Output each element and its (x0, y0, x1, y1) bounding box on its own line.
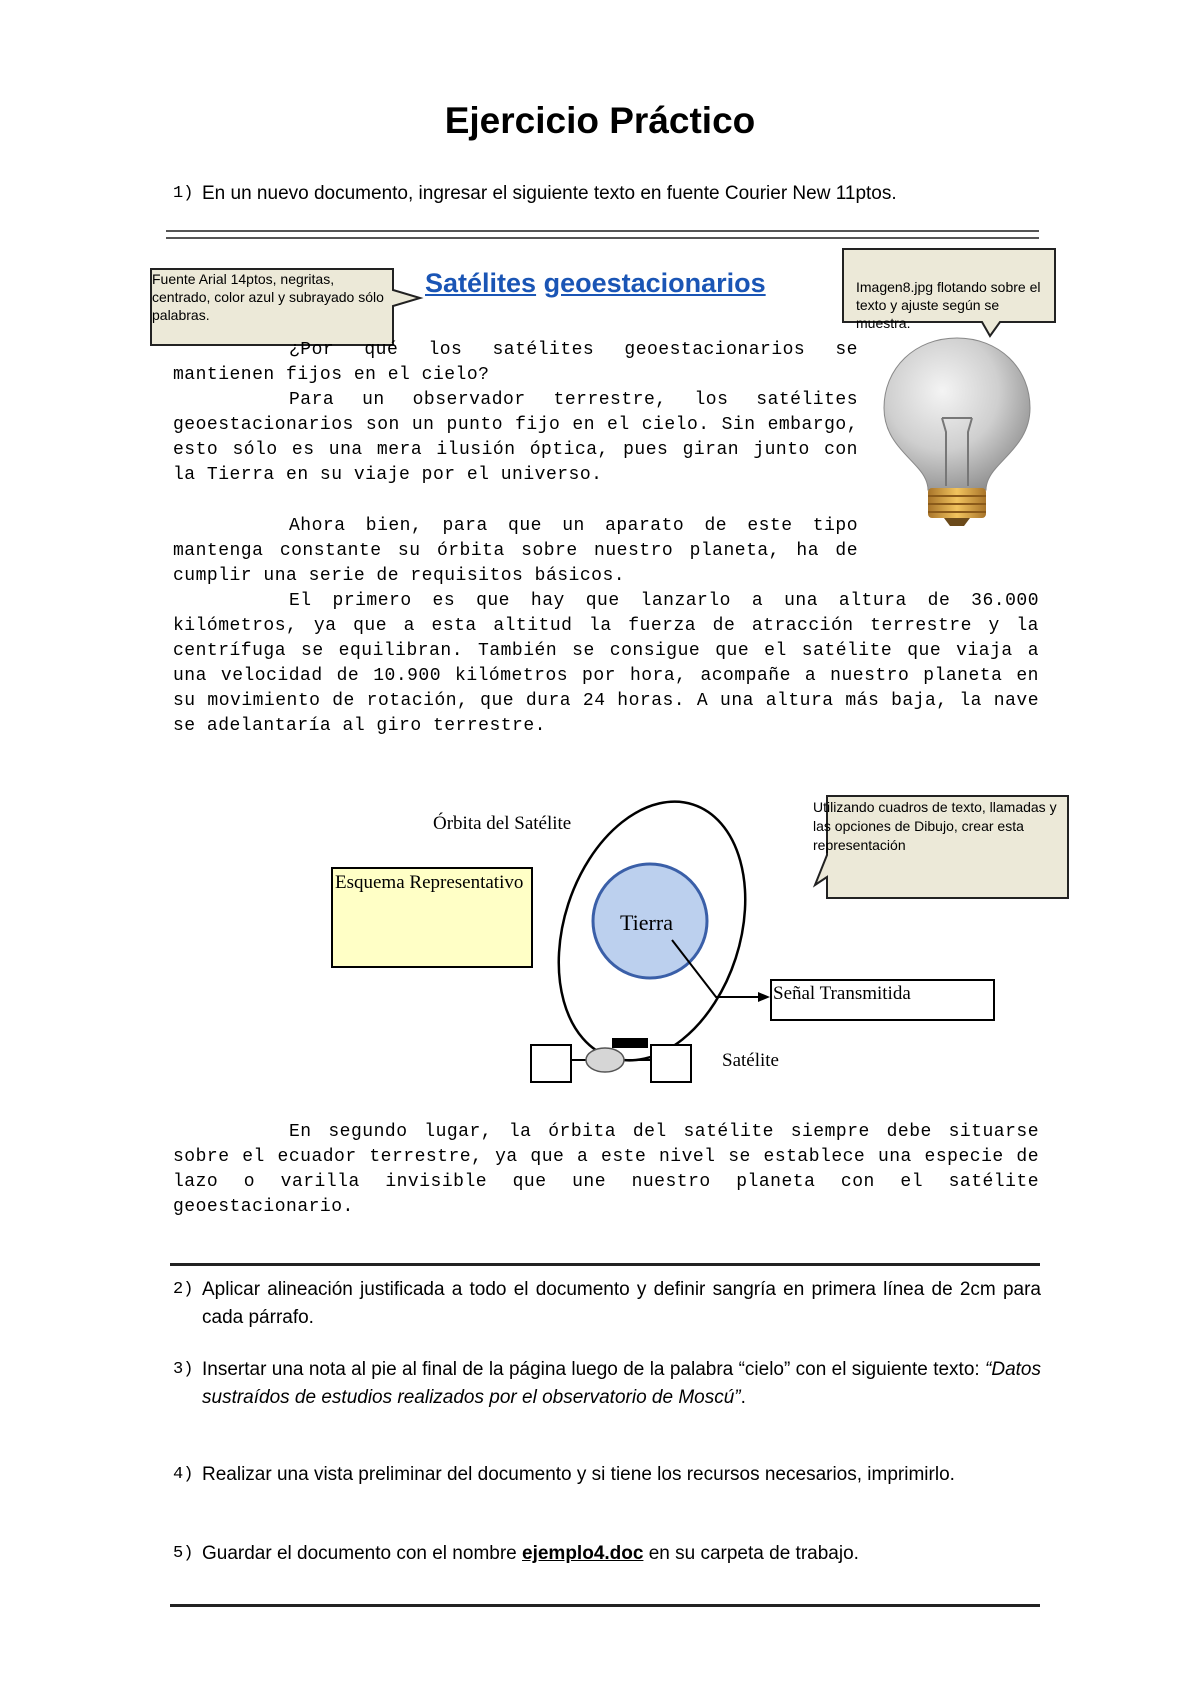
article-paragraph: Para un observador terrestre, los satélites geoestacionarios son un punto fijo en el cielo. Sin embargo, esto sólo es una mera ilusión óptica, pues giran junto con la Tierra en su viaje por el universo. (173, 390, 858, 485)
article-body-2 (173, 514, 1039, 589)
step-number: 4) (173, 1465, 194, 1484)
divider-bottom (170, 1604, 1040, 1607)
lightbulb-icon (880, 336, 1035, 526)
drawing-callout-text: Utilizando cuadros de texto, llamadas y las opciones de Dibujo, crear esta representación (813, 799, 1057, 853)
satellite-icon (531, 1038, 691, 1082)
drawing-callout (810, 795, 1070, 900)
article-paragraph: El primero es que hay que lanzarlo a una altura de 36.000 kilómetros, ya que a esta altitud la fuerza de atracción terrestre y la centrífuga se equilibran. También se consigue que el satélite que viaja a una velocidad de 10.900 kilómetros por hora, acompañe a nuestro planeta en su movimiento de rotación, que dura 24 horas. A una altura más baja, la nave se adelantaría al giro terrestre. (173, 591, 1039, 736)
step-text-part: en su carpeta de trabajo. (643, 1543, 859, 1564)
filename-text: ejemplo4.doc (522, 1543, 644, 1564)
arrow-head-icon (758, 992, 770, 1002)
article-title-word-2: geoestacionarios (543, 268, 766, 298)
article-title (425, 268, 766, 299)
step-number: 1) (173, 184, 194, 203)
article-paragraph: Ahora bien, para que un aparato de este tipo mantenga constante su órbita sobre nuestro planeta, ha de cumplir una serie de requisitos básicos. (173, 516, 858, 586)
step-text: En un nuevo documento, ingresar el siguiente texto en fuente Courier New 11ptos. (202, 183, 897, 204)
step-1 (173, 180, 1041, 208)
earth-label: Tierra (620, 910, 673, 935)
orbit-label: Órbita del Satélite (433, 813, 572, 834)
article-title-word-1: Satélites (425, 268, 537, 298)
article-body-1 (173, 338, 858, 488)
step-number: 5) (173, 1544, 194, 1563)
satellite-label: Satélite (722, 1050, 779, 1071)
lightbulb-image (880, 336, 1035, 526)
article-paragraph: ¿Por qué los satélites geoestacionarios se mantienen fijos en el cielo? (173, 340, 858, 385)
article-body-4 (173, 1120, 1039, 1220)
step-number: 3) (173, 1360, 194, 1379)
step-text: Realizar una vista preliminar del documento y si tiene los recursos necesarios, imprimirlo. (202, 1464, 955, 1485)
step-text (173, 1540, 1041, 1568)
step-2 (173, 1276, 1041, 1332)
step-text (173, 1356, 1041, 1412)
scheme-label: Esquema Representativo (335, 872, 524, 893)
step-text-part: Insertar una nota al pie al final de la página luego de la palabra “cielo” con el siguiente texto: (202, 1359, 986, 1380)
step-3 (173, 1356, 1041, 1412)
step-number: 2) (173, 1280, 194, 1299)
divider-middle (170, 1263, 1040, 1266)
step-text-part: Guardar el documento con el nombre (202, 1543, 523, 1564)
image-callout (842, 248, 1057, 330)
step-4 (173, 1461, 1041, 1489)
image-callout-text: Imagen8.jpg flotando sobre el texto y ajuste según se muestra. (856, 279, 1041, 331)
step-5 (173, 1540, 1041, 1568)
font-callout (150, 268, 400, 348)
step-text: Aplicar alineación justificada a todo el documento y definir sangría en primera línea de 2cm para cada párrafo. (202, 1279, 1041, 1328)
step-text-part: . (740, 1387, 746, 1408)
article-paragraph: En segundo lugar, la órbita del satélite siempre debe situarse sobre el ecuador terrestre, ya que a este nivel se establece una especie de lazo o varilla invisible que une nuestro planeta con el satélite geoestacionario. (173, 1122, 1039, 1217)
step-text-italic: “Datos sustraídos de estudios realizados por el observatorio de Moscú” (202, 1359, 1041, 1408)
page-title: Ejercicio Práctico (444, 100, 756, 141)
double-divider-top (166, 230, 1039, 239)
article-body-3 (173, 589, 1039, 739)
signal-label: Señal Transmitida (773, 983, 911, 1004)
font-callout-text: Fuente Arial 14ptos, negritas, centrado, color azul y subrayado sólo palabras. (152, 271, 384, 323)
